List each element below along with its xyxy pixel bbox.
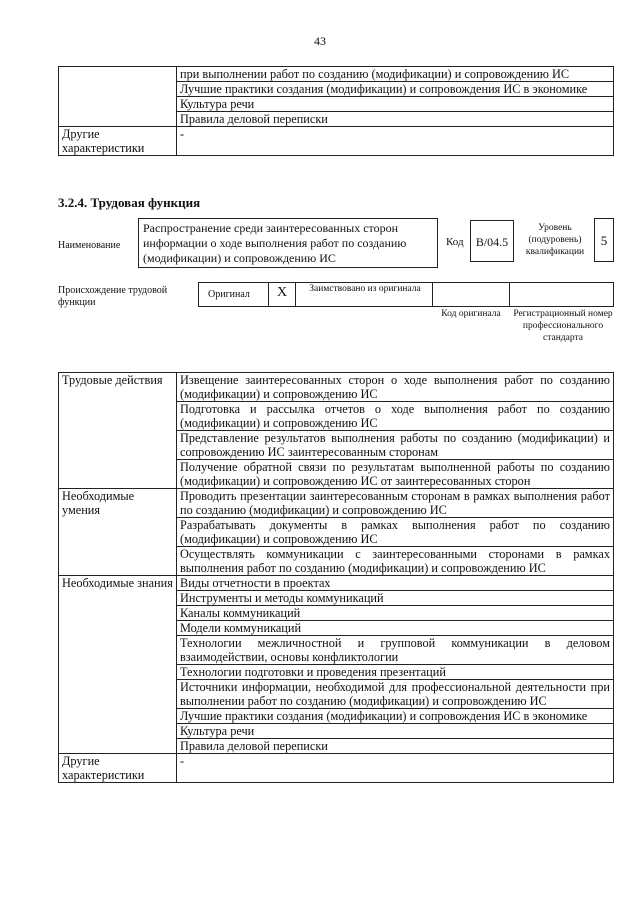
reg-caption: Регистрационный номер профессионального стандарта: [513, 309, 613, 343]
group-item: Модели коммуникаций: [177, 621, 614, 636]
group-item: Технологии подготовки и проведения презентаций: [177, 665, 614, 680]
group-item: Получение обратной связи по результатам выполненной работы по созданию (модификации) и сопровождению ИС от заинтересованных сторон: [177, 460, 614, 489]
code-label: Код: [446, 236, 464, 248]
group-item: Источники информации, необходимой для профессиональной деятельности при выполнении работ по созданию (модификации) и сопровождению ИС: [177, 680, 614, 709]
table-row: [59, 754, 614, 783]
table-row: [59, 576, 614, 591]
function-code: B/04.5: [470, 220, 514, 262]
top-table-row: Правила деловой переписки: [177, 112, 614, 127]
name-label: Наименование: [58, 240, 121, 251]
code-caption: Код оригинала: [441, 309, 501, 319]
table-row: [59, 373, 614, 402]
original-label: Оригинал: [208, 289, 250, 300]
top-table: [58, 66, 614, 156]
group-item: Правила деловой переписки: [177, 739, 614, 754]
group-label: Другие характеристики: [59, 754, 177, 783]
top-table-other-value: -: [177, 127, 614, 156]
group-item: Лучшие практики создания (модификации) и сопровождения ИС в экономике: [177, 709, 614, 724]
function-name: Распространение среди заинтересованных сторон информации о ходе выполнения работ по созданию (модификации) и сопровождению ИС: [138, 218, 438, 268]
group-item: Разрабатывать документы в рамках выполнения работ по созданию (модификации) и сопровождению ИС: [177, 518, 614, 547]
group-item: Проводить презентации заинтересованным сторонам в рамках выполнения работ по созданию (модификации) и сопровождению ИС: [177, 489, 614, 518]
top-table-row: при выполнении работ по созданию (модификации) и сопровождению ИС: [177, 67, 614, 82]
group-item: Технологии межличностной и групповой коммуникации в деловом взаимодействии, основы конфликтологии: [177, 636, 614, 665]
group-label: Трудовые действия: [59, 373, 177, 489]
origin-code-cell: [432, 282, 510, 307]
origin-label: Происхождение трудовой функции: [58, 285, 168, 308]
top-table-other-label: Другие характеристики: [59, 127, 177, 156]
group-item: Культура речи: [177, 724, 614, 739]
group-label: Необходимые умения: [59, 489, 177, 576]
level-label: Уровень (подуровень) квалификации: [525, 223, 585, 257]
original-mark: X: [276, 285, 288, 300]
level-value: 5: [594, 218, 614, 262]
group-item: -: [177, 754, 614, 783]
top-table-row: Культура речи: [177, 97, 614, 112]
main-table: [58, 372, 614, 783]
group-item: Инструменты и методы коммуникаций: [177, 591, 614, 606]
group-item: Осуществлять коммуникации с заинтересованными сторонами в рамках выполнения работ по созданию (модификации) и сопровождению ИС: [177, 547, 614, 576]
section-heading: 3.2.4. Трудовая функция: [58, 195, 201, 210]
top-table-row: Лучшие практики создания (модификации) и сопровождения ИС в экономике: [177, 82, 614, 97]
group-item: Виды отчетности в проектах: [177, 576, 614, 591]
group-item: Извещение заинтересованных сторон о ходе выполнения работ по созданию (модификации) и сопровождению ИС: [177, 373, 614, 402]
group-item: Каналы коммуникаций: [177, 606, 614, 621]
top-table-empty-label: [59, 67, 177, 127]
page-number: 43: [314, 34, 326, 48]
table-row: [59, 489, 614, 518]
group-item: Подготовка и рассылка отчетов о ходе выполнения работ по созданию (модификации) и сопровождению ИС: [177, 402, 614, 431]
borrowed-label: Заимствовано из оригинала: [309, 284, 421, 294]
group-item: Представление результатов выполнения работы по созданию (модификации) и сопровождению ИС заинтересованным сторонам: [177, 431, 614, 460]
group-label: Необходимые знания: [59, 576, 177, 754]
